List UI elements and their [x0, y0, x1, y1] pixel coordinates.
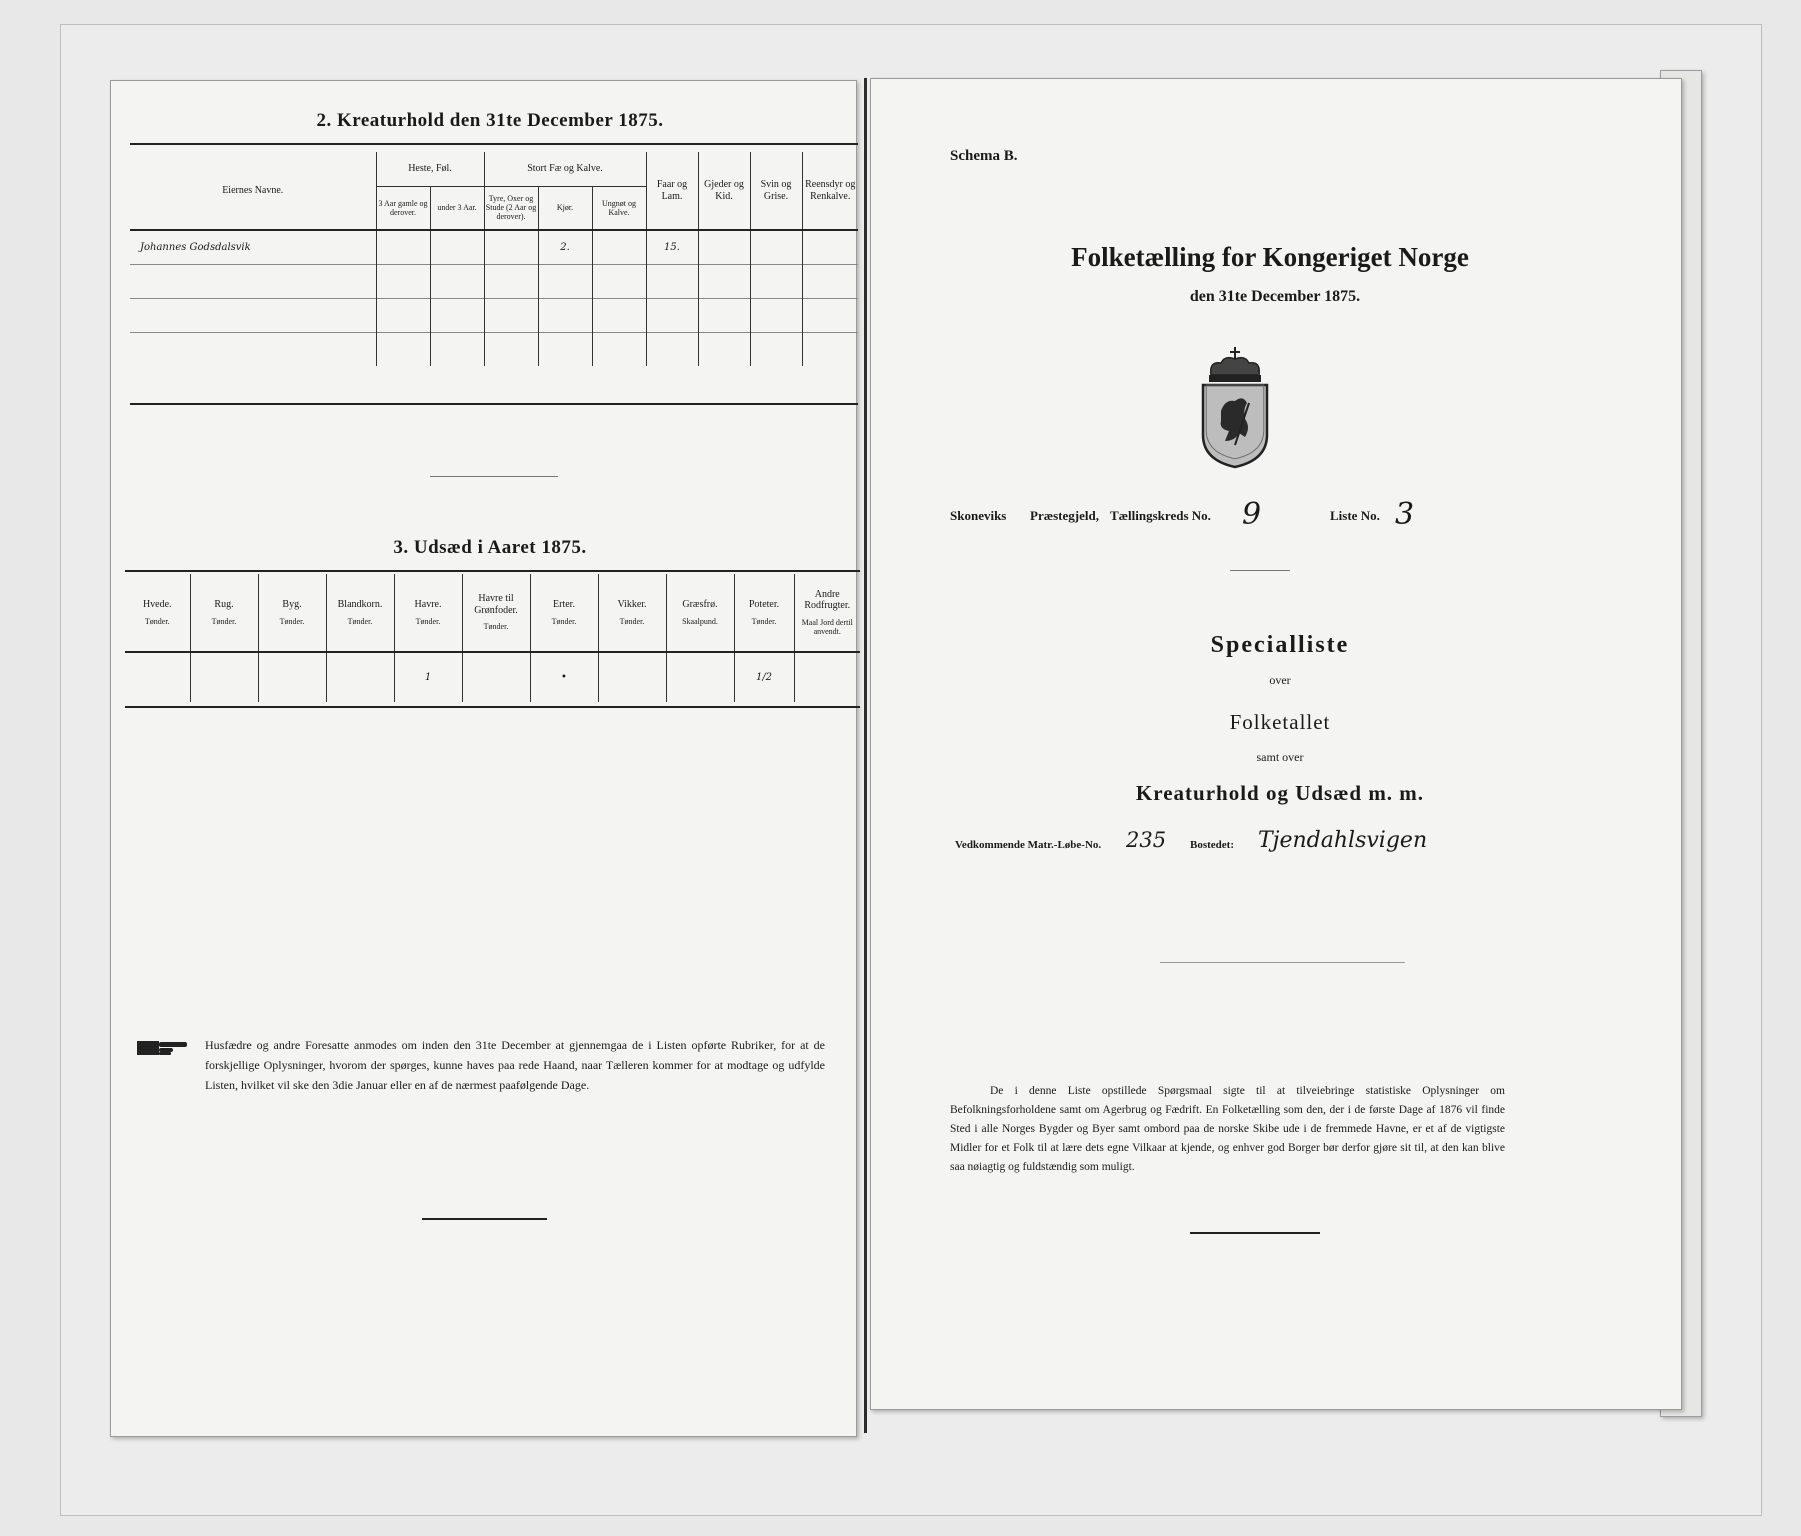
matr-number: 235 [1126, 828, 1167, 852]
specialliste-heading: Specialliste [1210, 632, 1350, 658]
sowing-header-unit: Tønder. [551, 616, 577, 626]
header-pigs: Svin og Grise. [750, 152, 802, 230]
sowing-value-3 [326, 652, 394, 702]
sowing-value-1 [190, 652, 258, 702]
document-title: Folketælling for Kongeriget Norge [1071, 242, 1469, 272]
sowing-header-unit: Tønder. [751, 616, 777, 626]
sowing-header-5 [462, 574, 530, 652]
over-label: over [1269, 673, 1291, 687]
sowing-header-name: Blandkorn. [337, 599, 383, 611]
sowing-header-name: Græsfrø. [682, 599, 718, 611]
sowing-header-name: Havre. [414, 599, 442, 611]
section3-title: 3. Udsæd i Aaret 1875. [393, 537, 587, 558]
schema-label: Schema B. [950, 148, 1018, 164]
header-horses-young: under 3 Aar. [430, 186, 484, 230]
sowing-value-5 [462, 652, 530, 702]
sheep-value: 15. [646, 230, 698, 264]
sowing-header-2 [258, 574, 326, 652]
sowing-header-unit: Tønder. [347, 616, 373, 626]
sowing-header-9 [734, 574, 794, 652]
sowing-header-unit: Skaalpund. [682, 616, 718, 626]
sowing-value-0 [125, 652, 190, 702]
page-spine [864, 78, 867, 1433]
sowing-header-name: Vikker. [617, 599, 647, 611]
header-calves: Ungnøt og Kalve. [592, 186, 646, 230]
sowing-header-unit: Tønder. [144, 616, 170, 626]
sowing-value-7 [598, 652, 666, 702]
header-horses-old: 3 Aar gamle og derover. [376, 186, 430, 230]
krets-number: 9 [1242, 497, 1262, 532]
footer-explanation: De i denne Liste opstillede Spørgsmaal sigte til at tilveiebringe statistiske Oplysninger om Befolkningsforholdene samt om Agerbrug og Fædrift. En Folketælling som den, der i de første Dage af 1876 vil finde Sted i alle Norges Bygder og Byer samt ombord paa de norske Skibe ude i de fremmede Havne, er et af de vigtigste Midler for et Folk til at lære dets egne Vilkaar at kjende, og enhver god Borger bør derfor gjøre sit til, at den kan blive saa nøiagtig og fuldstændig som muligt. [950, 1085, 1505, 1173]
header-goats: Gjeder og Kid. [698, 152, 750, 230]
sowing-header-name: Hvede. [142, 599, 172, 611]
header-reindeer: Reensdyr og Renkalve. [802, 152, 858, 230]
sowing-value-2 [258, 652, 326, 702]
parish-label: Præstegjeld, [1030, 508, 1099, 523]
sowing-value-6: • [530, 652, 598, 702]
samt-over-label: samt over [1256, 750, 1304, 764]
sowing-header-name: Poteter. [748, 599, 780, 611]
right-end-rule [1190, 1232, 1320, 1234]
document-date: den 31te December 1875. [1189, 288, 1361, 305]
section2-top-rule [130, 143, 858, 145]
sowing-header-unit: Tønder. [483, 622, 509, 632]
sowing-header-unit: Maal Jord dertil anvendt. [801, 617, 853, 636]
sowing-header-4 [394, 574, 462, 652]
sowing-header-10 [794, 574, 860, 652]
right-page [870, 78, 1682, 1410]
header-cattle: Stort Fæ og Kalve. [484, 152, 646, 186]
owner-name: Johannes Godsdalsvik [130, 230, 376, 264]
coat-of-arms-emblem [1195, 345, 1275, 470]
header-sheep: Faar og Lam. [646, 152, 698, 230]
sowing-header-unit: Tønder. [279, 616, 305, 626]
sowing-header-6 [530, 574, 598, 652]
kreaturhold-heading: Kreaturhold og Udsæd m. m. [1135, 781, 1425, 805]
header-horses: Heste, Føl. [376, 152, 484, 186]
header-bulls: Tyre, Oxer og Stude (2 Aar og derover). [484, 186, 538, 230]
section2-bottom-rule [130, 403, 858, 405]
sowing-value-9: 1/2 [734, 652, 794, 702]
short-rule [1230, 570, 1290, 571]
sowing-header-7 [598, 574, 666, 652]
sowing-header-3 [326, 574, 394, 652]
liste-label: Liste No. [1330, 508, 1380, 523]
sowing-value-4: 1 [394, 652, 462, 702]
header-owner: Eiernes Navne. [130, 152, 376, 230]
sowing-value-8 [666, 652, 734, 702]
sowing-header-name: Havre til Grønfoder. [474, 593, 518, 616]
bosted-label: Bostedet: [1190, 839, 1234, 851]
matr-label: Vedkommende Matr.-Løbe-No. [955, 839, 1102, 851]
liste-number: 3 [1395, 497, 1415, 532]
left-end-rule [422, 1218, 547, 1220]
sowing-value-10 [794, 652, 860, 702]
sowing-header-unit: Tønder. [619, 616, 645, 626]
separator-rule [430, 476, 558, 477]
sowing-header-unit: Tønder. [415, 616, 441, 626]
sowing-table [125, 574, 860, 702]
notice-text: Husfædre og andre Foresatte anmodes om inden den 31te December at gjennemgaa de i Listen opførte Rubriker, for at de forskjellige Oplysninger, hvorom der spørges, kunne haves paa rede Haand, naar Tælleren kommer for at modtage og udfylde Listen, hvilket vil ske den 3die Januar eller en af de nærmest paafølgende Dage. [205, 1038, 825, 1092]
cows-value: 2. [538, 230, 592, 264]
livestock-table [130, 152, 858, 366]
header-cows: Kjør. [538, 186, 592, 230]
pointing-hand-icon [135, 1035, 191, 1059]
sowing-header-0 [125, 574, 190, 652]
sowing-header-unit: Tønder. [211, 616, 237, 626]
folketallet-heading: Folketallet [1229, 710, 1331, 734]
parish-name: Skoneviks [950, 508, 1007, 523]
dotted-rule [1160, 962, 1405, 963]
krets-label: Tællingskreds No. [1110, 508, 1211, 523]
sowing-header-name: Andre Rodfrugter. [804, 588, 851, 612]
sowing-header-name: Byg. [282, 599, 302, 611]
sowing-header-8 [666, 574, 734, 652]
sowing-header-1 [190, 574, 258, 652]
sowing-header-name: Rug. [214, 599, 234, 611]
section3-top-rule [125, 570, 860, 572]
section2-title: 2. Kreaturhold den 31te December 1875. [316, 110, 664, 131]
section3-bottom-rule [125, 706, 860, 708]
bosted-value: Tjendahlsvigen [1258, 828, 1428, 853]
sowing-header-name: Erter. [553, 599, 575, 611]
